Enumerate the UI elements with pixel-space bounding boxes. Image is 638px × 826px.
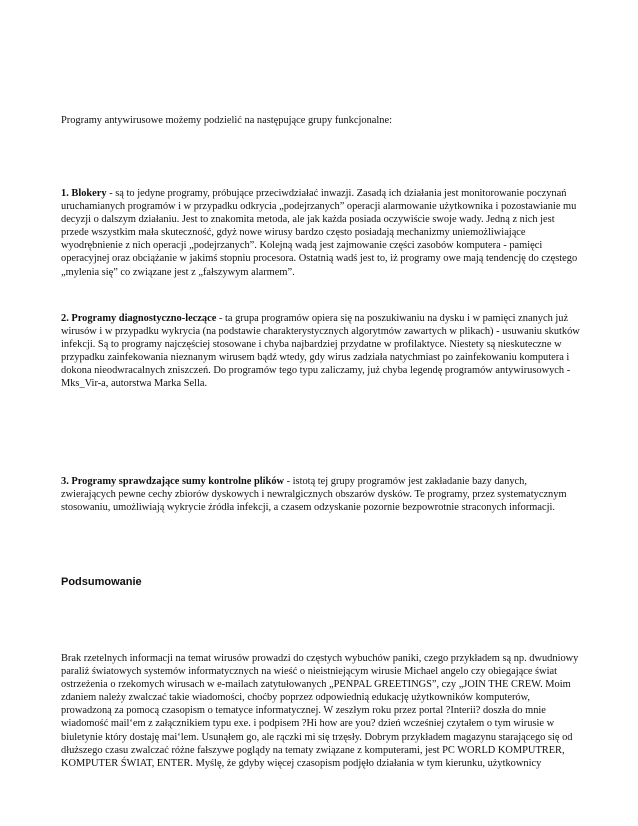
section-diagnostyczno-leczace: [61, 312, 583, 391]
section-sumy-kontrolne: [61, 475, 583, 514]
section-text: - istotą tej grupy programów jest zakładanie bazy danych, zwierających pewne cechy zbiorów dyskowych i newralgicznych obszarów dysków. Te programy, przez systematycznym stosowaniu, umożliwiają wykrycie źródła infekcji, a czasem odzyskanie pozornie bezpowrotnie straconych informacji.: [61, 476, 567, 514]
summary-paragraph: [61, 652, 583, 770]
section-title: 2. Programy diagnostyczno-leczące: [61, 313, 217, 324]
intro-text: Programy antywirusowe możemy podzielić na następujące grupy funkcjonalne:: [61, 115, 392, 126]
section-blokery: [61, 187, 583, 279]
section-text: - są to jedyne programy, próbujące przeciwdziałać inwazji. Zasadą ich działania jest monitorowanie poczynań uruchamianych programów i w przypadku odkrycia „podejrzanych” operacji alarmowanie użytkownika i pozostawianie mu decyzji o dalszym działaniu. Jest to znakomita metoda, ale jak każda posiada oczywiście swoje wady. Jedną z nich jest przede wszystkim mała skuteczność, gdyż nowe wirusy bardzo często posiadają mechanizmy uniemożliwiające wyodrębnienie z nich operacji „podejrzanych”. Kolejną wadą jest zajmowanie części zasobów komputera - pamięci operacyjnej oraz obciążanie w jakimś stopniu procesora. Ostatnią wadś jest to, iż programy owe mają tendencję do częstego „mylenia się” co związane jest z „fałszywym alarmem”.: [61, 188, 578, 278]
section-title: 1. Blokery: [61, 188, 107, 199]
summary-heading: Podsumowanie: [61, 576, 142, 588]
section-text: - ta grupa programów opiera się na poszukiwaniu na dysku i w pamięci znanych już wirusów i w przypadku wykrycia (na podstawie charakterystycznych algorytmów zawartych w plikach) - usuwaniu skutków infekcji. Są to programy najczęściej stosowane i chyba najbardziej przydatne w profilaktyce. Niestety są nieskuteczne w przypadku zainfekowania nieznanym wirusem bądź wtedy, gdy wirus zadziała natychmiast po zainfekowaniu komputera i dokona nieodwracalnych zniszczeń. Do programów tego typu zaliczamy, już chyba legendę programów antywirusowych - Mks_Vir-a, autorstwa Marka Sella.: [61, 313, 580, 390]
summary-text: Brak rzetelnych informacji na temat wirusów prowadzi do częstych wybuchów paniki, czego przykładem są np. dwudniowy paraliż światowych systemów informatycznych na wieść o nieistniejącym wirusie Michael angelo czy obiegające świat ostrzeżenia o rzekomych wirusach w e-mailach zatytułowanych „PENPAL GREETINGS”, czy „JOIN THE CREW. Moim zdaniem należy zwalczać takie wiadomości, choćby poprzez odpowiednią edukację użytkowników komputerów, prowadzoną za pomocą czasopism o tematyce informatycznej. W zeszłym roku przez portal ?Interii? doszła do mnie wiadomość mail‘em z załącznikiem typu exe. i podpisem ?Hi how are you? dzień wcześniej czytałem o tym wirusie w biuletynie który dostaję mai‘lem. Usunąłem go, ale rączki mi się trzęsły. Dobrym przykładem magazynu starającego się od dłuższego czasu zwalczać różne fałszywe poglądy na tematy związane z komputerami, jest PC WORLD KOMPUTRER, KOMPUTER ŚWIAT, ENTER. Myślę, że gdyby więcej czasopism podjęło działania w tym kierunku, użytkownicy: [61, 653, 579, 769]
intro-paragraph: [61, 114, 583, 127]
section-title: 3. Programy sprawdzające sumy kontrolne plików: [61, 476, 285, 487]
